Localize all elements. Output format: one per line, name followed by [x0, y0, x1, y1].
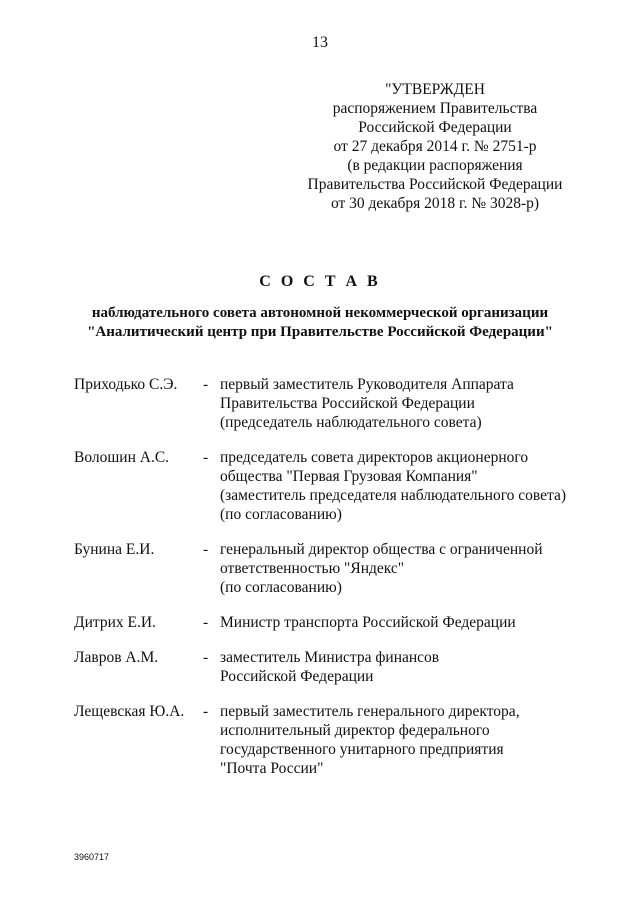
member-description [220, 540, 610, 597]
member-description [220, 448, 610, 524]
member-dash: - [203, 649, 209, 666]
member-name: Дитрих Е.И. [74, 614, 156, 631]
member-description-line: исполнительный директор федерального [220, 722, 490, 739]
member-entry [0, 540, 640, 597]
member-description-line: (по согласованию) [220, 579, 342, 596]
member-name: Лещевская Ю.А. [74, 703, 185, 720]
member-entry [0, 648, 640, 686]
member-description [220, 702, 610, 778]
document-code: 3960717 [74, 852, 110, 862]
member-description-line: "Почта России" [220, 760, 324, 777]
member-description-line: Правительства Российской Федерации [220, 395, 475, 412]
member-description-line: первый заместитель генерального директора, [220, 703, 520, 720]
member-description-line: государственного унитарного предприятия [220, 741, 504, 758]
subtitle-line: "Аналитический центр при Правительстве Российской Федерации" [87, 324, 553, 340]
member-description [220, 613, 610, 632]
member-dash: - [203, 541, 209, 558]
member-name: Бунина Е.И. [74, 541, 155, 558]
member-description-line: (по согласованию) [220, 506, 342, 523]
member-description-line: Российской Федерации [220, 668, 374, 685]
subtitle-line: наблюдательного совета автономной некоммерческой организации [91, 305, 549, 321]
member-dash: - [203, 614, 209, 631]
member-name: Лавров А.М. [74, 649, 159, 666]
member-description [220, 648, 610, 686]
member-dash: - [203, 703, 209, 720]
members-list [0, 375, 640, 794]
approval-line-revision: (в редакции распоряжения [347, 157, 523, 174]
member-description-line: (заместитель председателя наблюдательного совета) [220, 487, 567, 504]
member-entry [0, 702, 640, 778]
approval-line-government: Правительства Российской Федерации [307, 176, 563, 193]
member-description-line: ответственностью "Яндекс" [220, 560, 405, 577]
member-description-line: первый заместитель Руководителя Аппарата [220, 376, 514, 393]
member-dash: - [203, 376, 209, 393]
approval-line-date: от 27 декабря 2014 г. № 2751-р [333, 138, 537, 155]
member-entry [0, 613, 640, 632]
member-description-line: генеральный директор общества с ограниченной [220, 541, 543, 558]
member-name: Приходько С.Э. [74, 376, 178, 393]
member-description-line: председатель совета директоров акционерного [220, 449, 529, 466]
document-subtitle [0, 304, 640, 342]
approval-line-approved: "УТВЕРЖДЕН [385, 81, 485, 98]
approval-line-revision-date: от 30 декабря 2018 г. № 3028-р) [330, 195, 540, 212]
approval-line-federation: Российской Федерации [358, 119, 512, 136]
member-description-line: заместитель Министра финансов [220, 649, 440, 666]
member-description-line: (председатель наблюдательного совета) [220, 414, 482, 431]
member-entry [0, 448, 640, 524]
member-name: Волошин А.С. [74, 449, 170, 466]
member-dash: - [203, 449, 209, 466]
member-description-line: общества "Первая Грузовая Компания" [220, 468, 478, 485]
member-entry [0, 375, 640, 432]
member-description-line: Министр транспорта Российской Федерации [220, 614, 516, 631]
page-number: 13 [312, 34, 328, 51]
member-description [220, 375, 610, 432]
approval-block [300, 80, 570, 213]
approval-line-order: распоряжением Правительства [332, 100, 538, 117]
document-title: С О С Т А В [259, 273, 381, 290]
